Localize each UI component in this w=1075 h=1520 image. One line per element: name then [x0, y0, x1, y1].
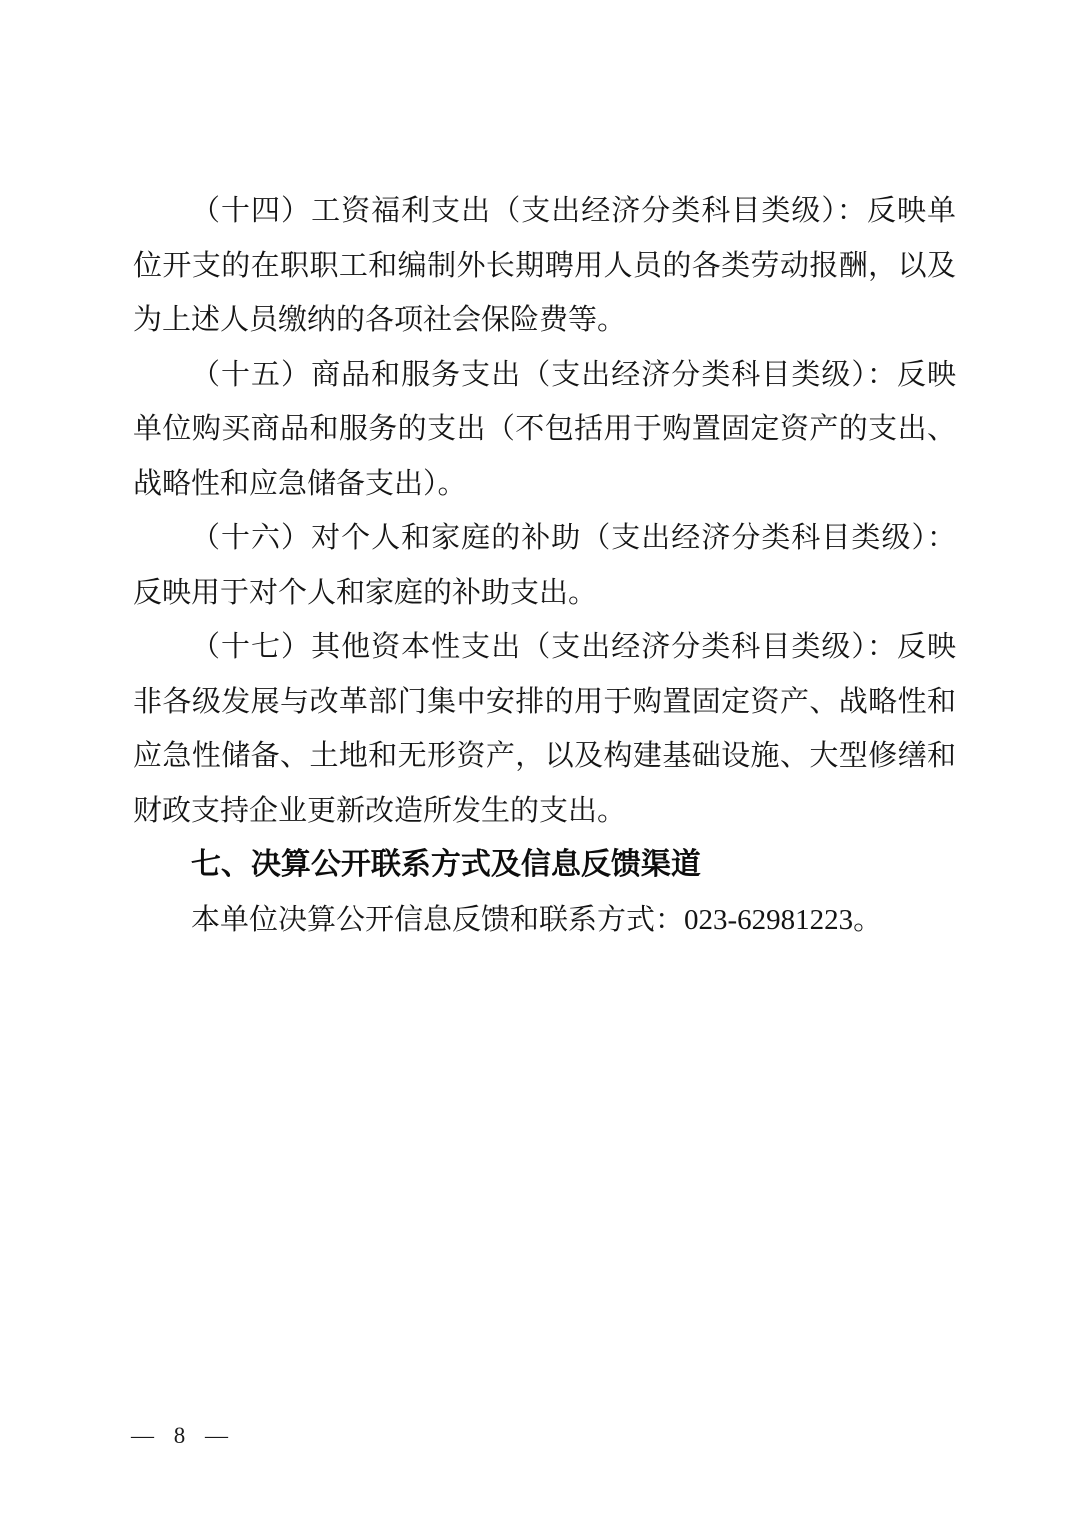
contact-info-paragraph: 本单位决算公开信息反馈和联系方式：023-62981223。 [191, 903, 883, 936]
paragraph-item-16-individual-family-subsidy: （十六）对个人和家庭的补助（支出经济分类科目类级）：反映用于对个人和家庭的补助支出。 [133, 522, 956, 609]
page-number: — 8 — [131, 1423, 229, 1448]
paragraph-item-17-other-capital-expenditure: （十七）其他资本性支出（支出经济分类科目类级）：反映非各级发展与改革部门集中安排的用于购置固定资产、战略性和应急性储备、土地和无形资产，以及构建基础设施、大型修缮和财政支持企业更新改造所发生的支出。 [133, 631, 956, 827]
section-heading-contact-feedback: 七、决算公开联系方式及信息反馈渠道 [190, 848, 701, 881]
paragraph-item-15-goods-services-expenditure: （十五）商品和服务支出（支出经济分类科目类级）：反映单位购买商品和服务的支出（不包括用于购置固定资产的支出、战略性和应急储备支出）。 [133, 358, 956, 500]
paragraph-item-14-salary-welfare-expenditure: （十四）工资福利支出（支出经济分类科目类级）：反映单位开支的在职职工和编制外长期聘用人员的各类劳动报酬，以及为上述人员缴纳的各项社会保险费等。 [133, 195, 956, 336]
document-body [133, 184, 956, 947]
